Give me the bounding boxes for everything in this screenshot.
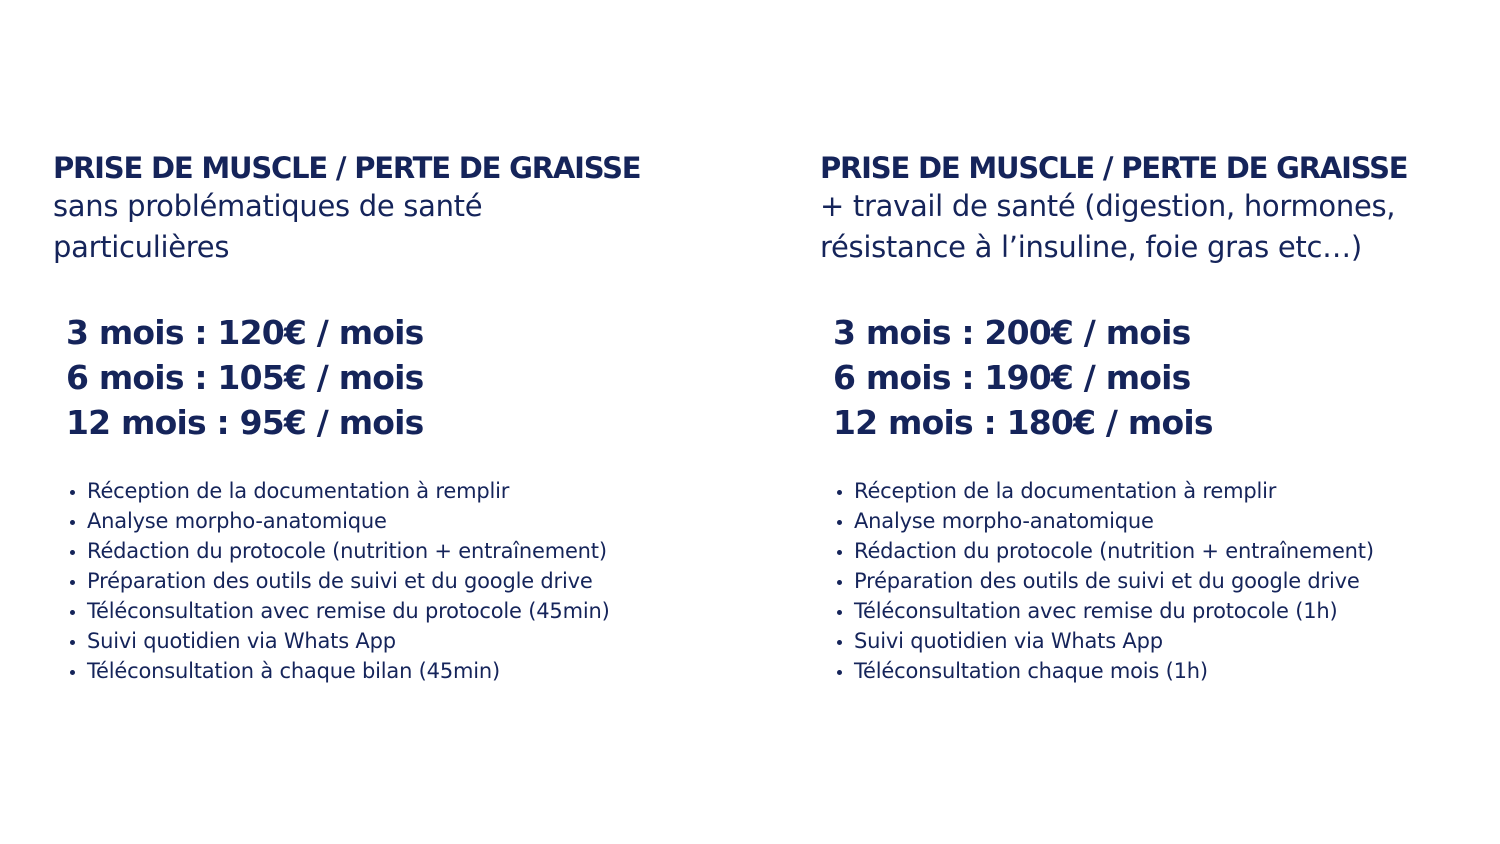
feature-item: • Réception de la documentation à remplir — [87, 476, 610, 506]
price-item-6-months: 6 mois : 190€ / mois — [833, 358, 1191, 397]
feature-item: • Rédaction du protocole (nutrition + entraînement) — [854, 536, 1374, 566]
feature-item: • Téléconsultation chaque mois (1h) — [854, 656, 1374, 686]
plan-subtitle-line: particulières — [53, 230, 230, 264]
feature-item: • Préparation des outils de suivi et du google drive — [87, 566, 610, 596]
plan-subtitle-line: résistance à l’insuline, foie gras etc…) — [820, 230, 1362, 264]
feature-item: • Téléconsultation avec remise du protocole (45min) — [87, 596, 610, 626]
price-item-6-months: 6 mois : 105€ / mois — [66, 358, 424, 397]
price-item-12-months: 12 mois : 95€ / mois — [66, 403, 424, 442]
plan-subtitle-line: sans problématiques de santé — [53, 189, 483, 223]
feature-item: • Téléconsultation avec remise du protocole (1h) — [854, 596, 1374, 626]
plan-title: PRISE DE MUSCLE / PERTE DE GRAISSE — [53, 151, 641, 185]
plan-subtitle — [53, 186, 733, 268]
feature-item: • Réception de la documentation à remplir — [854, 476, 1374, 506]
price-list — [53, 310, 424, 445]
plan-subtitle — [820, 186, 1500, 268]
plan-standard — [53, 150, 733, 683]
plan-title: PRISE DE MUSCLE / PERTE DE GRAISSE — [820, 151, 1408, 185]
feature-item: • Téléconsultation à chaque bilan (45min) — [87, 656, 610, 686]
feature-list — [820, 476, 1374, 686]
price-item-3-months: 3 mois : 120€ / mois — [66, 313, 424, 352]
feature-item: • Suivi quotidien via Whats App — [87, 626, 610, 656]
feature-item: • Analyse morpho-anatomique — [87, 506, 610, 536]
feature-item: • Suivi quotidien via Whats App — [854, 626, 1374, 656]
price-list — [820, 310, 1213, 445]
price-item-12-months: 12 mois : 180€ / mois — [833, 403, 1213, 442]
feature-item: • Analyse morpho-anatomique — [854, 506, 1374, 536]
plan-health — [820, 150, 1500, 683]
feature-item: • Préparation des outils de suivi et du google drive — [854, 566, 1374, 596]
feature-item: • Rédaction du protocole (nutrition + entraînement) — [87, 536, 610, 566]
price-item-3-months: 3 mois : 200€ / mois — [833, 313, 1191, 352]
feature-list — [53, 476, 610, 686]
plan-subtitle-line: + travail de santé (digestion, hormones, — [820, 189, 1396, 223]
